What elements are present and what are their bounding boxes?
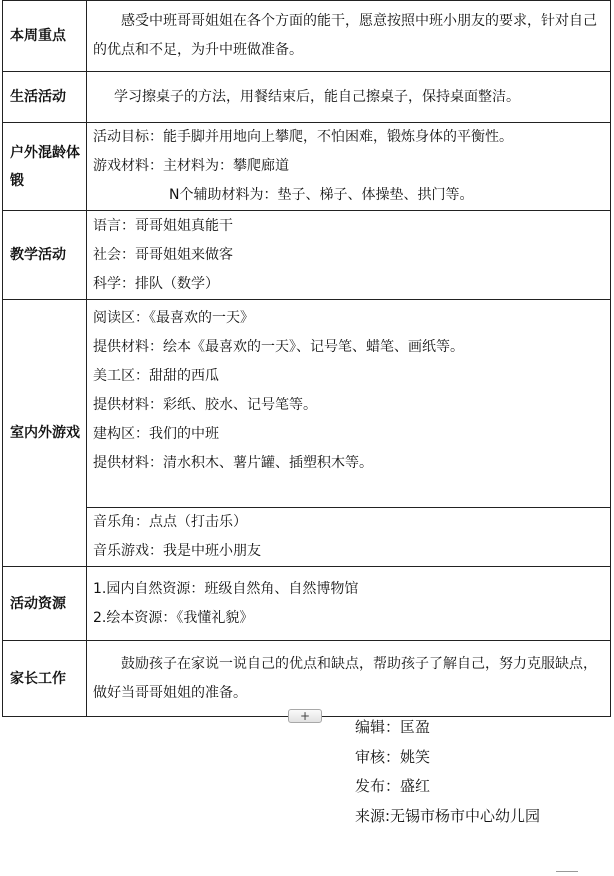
label-outdoor-exercise: 户外混龄体锻 [3, 123, 87, 211]
area-art-materials: 提供材料：彩纸、胶水、记号笔等。 [93, 397, 317, 413]
row-parents [3, 641, 611, 717]
row-area-games [3, 300, 611, 508]
cell-teaching [87, 211, 611, 300]
resource-nature: 1.园内自然资源：班级自然角、自然博物馆 [93, 580, 359, 597]
label-daily-life: 生活活动 [3, 72, 87, 123]
teaching-social: 社会：哥哥姐姐来做客 [93, 246, 233, 263]
resource-books: 2.绘本资源：《我懂礼貌》 [93, 609, 254, 626]
cell-music [87, 508, 611, 567]
text-daily-life: 学习擦桌子的方法，用餐结束后，能自己擦桌子，保持桌面整洁。 [87, 72, 611, 123]
weekly-plan-table [2, 0, 611, 717]
credits-block [355, 713, 540, 831]
row-music [3, 508, 611, 567]
credit-publisher: 发布：盛红 [355, 777, 431, 795]
area-reading: 阅读区：《最喜欢的一天》 [93, 310, 254, 326]
label-area-games: 室内外游戏 [3, 300, 87, 567]
row-teaching [3, 211, 611, 300]
outdoor-aux-material: N个辅助材料为：垫子、梯子、体操垫、拱门等。 [169, 187, 474, 203]
row-outdoor-exercise [3, 123, 611, 211]
area-construction: 建构区：我们的中班 [93, 426, 219, 442]
teaching-science: 科学：排队（数学） [93, 275, 219, 292]
credit-editor: 编辑：匡盈 [355, 718, 431, 736]
text-weekly-focus: 感受中班哥哥姐姐在各个方面的能干，愿意按照中班小朋友的要求，针对自己的优点和不足，为升中班做准备。 [87, 1, 611, 72]
cell-outdoor-exercise [87, 123, 611, 211]
credit-reviewer: 审核：姚笑 [355, 747, 431, 766]
music-game: 音乐游戏：我是中班小朋友 [93, 543, 261, 559]
page-corner-mark [556, 871, 578, 872]
label-teaching: 教学活动 [3, 211, 87, 300]
music-corner: 音乐角：点点（打击乐） [93, 514, 247, 530]
outdoor-goal: 活动目标：能手脚并用地向上攀爬，不怕困难，锻炼身体的平衡性。 [93, 129, 513, 145]
teaching-language: 语言：哥哥姐姐真能干 [93, 217, 233, 234]
area-reading-materials: 提供材料：绘本《最喜欢的一天》、记号笔、蜡笔、画纸等。 [93, 339, 464, 355]
cell-area-games [87, 300, 611, 508]
row-weekly-focus [3, 1, 611, 72]
add-row-button[interactable]: + [288, 709, 322, 723]
label-weekly-focus: 本周重点 [3, 1, 87, 72]
area-art: 美工区：甜甜的西瓜 [93, 368, 219, 384]
cell-resources [87, 567, 611, 641]
text-parents: 鼓励孩子在家说一说自己的优点和缺点，帮助孩子了解自己，努力克服缺点，做好当哥哥姐姐的准备。 [87, 641, 611, 717]
row-daily-life [3, 72, 611, 123]
label-resources: 活动资源 [3, 567, 87, 641]
outdoor-main-material: 游戏材料：主材料为：攀爬廊道 [93, 158, 289, 174]
label-parents: 家长工作 [3, 641, 87, 717]
row-resources [3, 567, 611, 641]
credit-source: 来源:无锡市杨市中心幼儿园 [355, 806, 541, 825]
area-construction-materials: 提供材料：清水积木、薯片罐、插塑积木等。 [93, 455, 373, 471]
